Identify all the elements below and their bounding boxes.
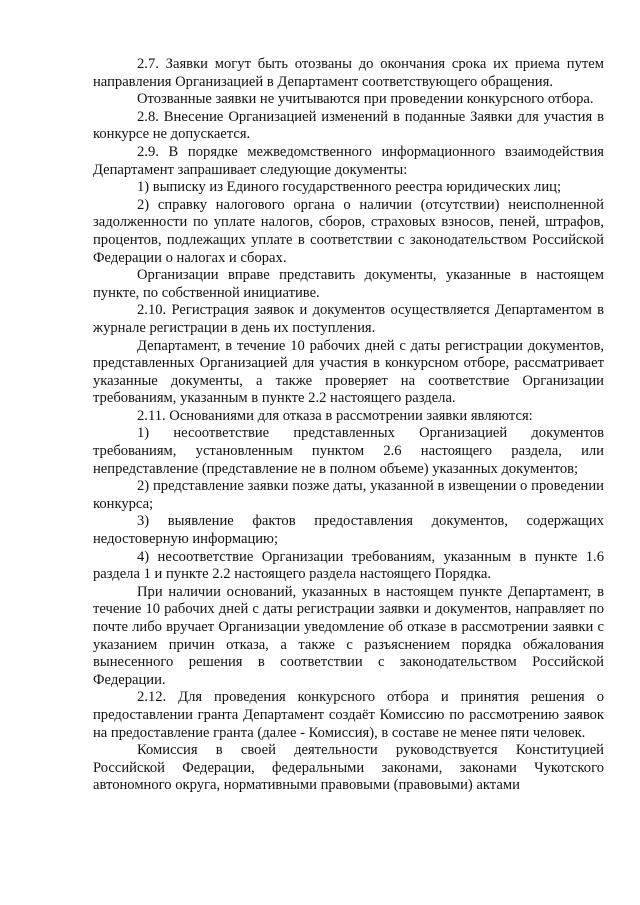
paragraph-refusal-notice: При наличии оснований, указанных в настоящем пункте Департамент, в течение 10 рабочих дней с даты регистрации заявки и документов, направляет по почте либо вручает Организации уведомление об отказе в рассмотрении заявки с указанием причин отказа, а также с разъяснением порядка обжалования вынесенного решения в соответствии с законодательством Российской Федерации. [93, 583, 604, 688]
paragraph-2-12: 2.12. Для проведения конкурсного отбора и принятия решения о предоставлении гранта Департамент создаёт Комиссию по рассмотрению заявок на предоставление гранта (далее - Комиссия), в составе не менее пяти человек. [93, 689, 604, 741]
list-item-refusal-2: 2) представление заявки позже даты, указанной в извещении о проведении конкурса; [93, 478, 604, 512]
paragraph-withdrawn-applications: Отозванные заявки не учитываются при проведении конкурсного отбора. [137, 91, 594, 108]
paragraph-own-initiative: Организации вправе представить документы, указанные в настоящем пункте, по собственной инициативе. [93, 267, 604, 301]
list-item-refusal-1: 1) несоответствие представленных Организацией документов требованиям, установленным пунктом 2.6 настоящего раздела, или непредставление (представление не в полном объеме) указанных документов; [93, 425, 604, 477]
paragraph-2-8: 2.8. Внесение Организацией изменений в поданные Заявки для участия в конкурсе не допускается. [93, 108, 604, 143]
paragraph-commission-guidance: Комиссия в своей деятельности руководствуется Конституцией Российской Федерации, федеральными законами, законами Чукотского автономного округа, нормативными правовыми (правовыми) актами [93, 742, 604, 794]
list-item-egrul-extract: 1) выписку из Единого государственного реестра юридических лиц; [137, 179, 562, 196]
paragraph-2-11: 2.11. Основаниями для отказа в рассмотрении заявки являются: [137, 407, 533, 424]
list-item-refusal-4: 4) несоответствие Организации требованиям, указанным в пункте 1.6 раздела 1 и пункте 2.2 настоящего раздела настоящего Порядка. [93, 548, 604, 583]
list-item-refusal-3: 3) выявление фактов предоставления документов, содержащих недостоверную информацию; [93, 513, 604, 548]
list-item-tax-certificate: 2) справку налогового органа о наличии (отсутствии) неисполненной задолженности по уплате налогов, сборов, страховых взносов, пеней, штрафов, процентов, подлежащих уплате в соответствии с законодательством Российской Федерации о налогах и сборах. [93, 196, 604, 266]
paragraph-review-period: Департамент, в течение 10 рабочих дней с даты регистрации документов, представленных Организацией для участия в конкурсном отборе, рассматривает указанные документы, а также проверяет на соответствие Организации требованиям, указанным в пункте 2.2 настоящего раздела. [93, 337, 604, 407]
paragraph-2-7: 2.7. Заявки могут быть отозваны до окончания срока их приема путем направления Организацией в Департамент соответствующего обращения. [93, 56, 604, 90]
paragraph-2-10: 2.10. Регистрация заявок и документов осуществляется Департаментом в журнале регистрации в день их поступления. [93, 302, 604, 336]
paragraph-2-9: 2.9. В порядке межведомственного информационного взаимодействия Департамент запрашивает следующие документы: [93, 143, 604, 178]
